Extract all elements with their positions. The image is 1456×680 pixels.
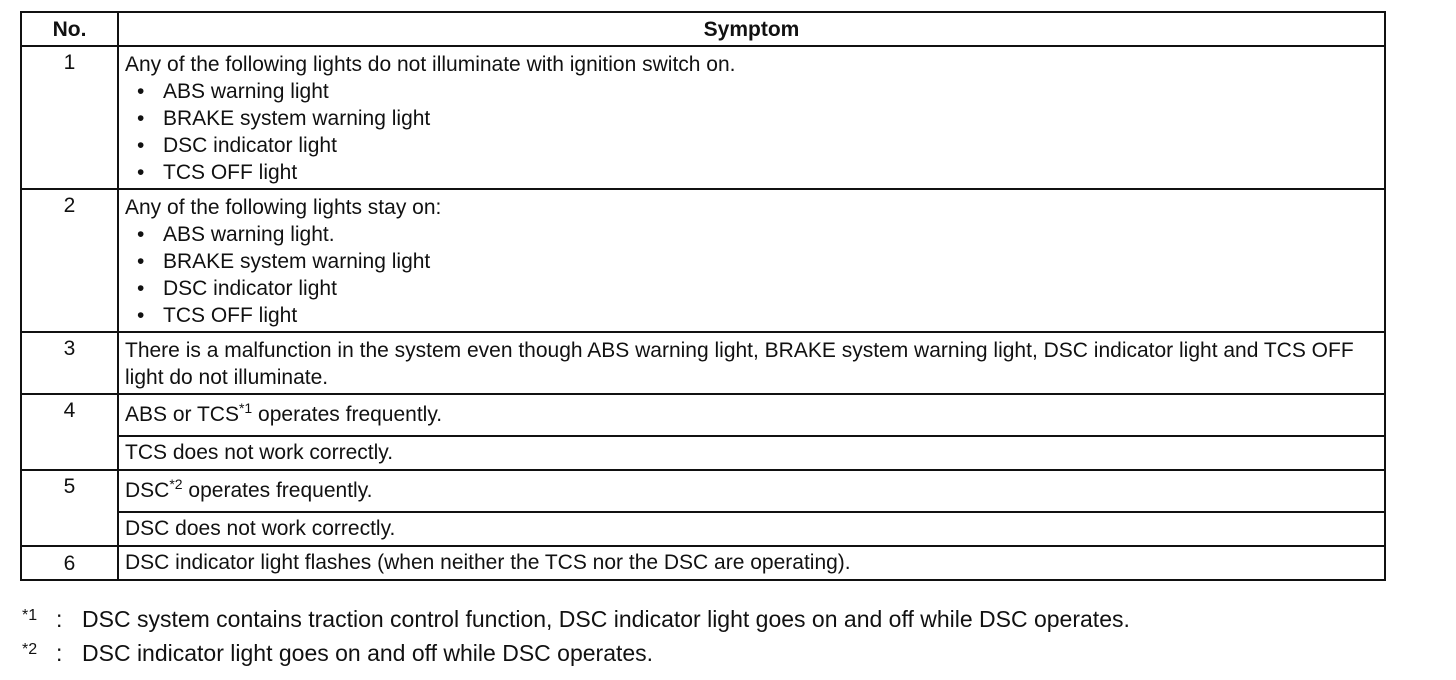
footnotes: [22, 604, 1130, 672]
row-number: 6: [21, 546, 118, 580]
list-item: • TCS OFF light: [137, 304, 298, 327]
symptom-cell: [118, 189, 1385, 332]
table-row: [21, 189, 1385, 332]
footnote-text: DSC system contains traction control function, DSC indicator light goes on and off while DSC operates.: [82, 606, 1130, 632]
symptom-cell: TCS does not work correctly.: [118, 436, 1385, 470]
symptom-cell: DSC$^{*2}$ operates frequently.: [118, 470, 1385, 512]
symptom-intro: Any of the following lights stay on:: [125, 196, 442, 219]
bullet-icon: •: [137, 80, 145, 103]
table-row: [21, 512, 1385, 546]
footnote-mark: *2: [22, 641, 38, 658]
footnote-text: DSC indicator light goes on and off while DSC operates.: [82, 640, 654, 666]
bullet-icon: •: [137, 223, 145, 246]
symptom-cell: ABS or TCS$^{*1}$ operates frequently.: [118, 394, 1385, 436]
bullet-icon: •: [137, 250, 145, 273]
table-row: [21, 394, 1385, 436]
list-item: • DSC indicator light: [137, 134, 337, 157]
footnote-ref: *2: [169, 475, 183, 492]
row-number: 1: [21, 46, 118, 189]
symptom-cell: There is a malfunction in the system even though ABS warning light, BRAKE system warning light, DSC indicator light and TCS OFF light do not illuminate.: [118, 332, 1385, 394]
bullet-icon: •: [137, 107, 145, 130]
footnote-2: $^{*2}$ : DSC indicator light goes on and off while DSC operates.: [22, 638, 1130, 672]
symptom-intro: Any of the following lights do not illuminate with ignition switch on.: [125, 53, 736, 76]
symptom-table: [20, 11, 1386, 581]
list-item: • BRAKE system warning light: [137, 107, 431, 130]
symptom-cell: DSC indicator light flashes (when neither the TCS nor the DSC are operating).: [118, 546, 1385, 580]
row-number: 2: [21, 189, 118, 332]
bullet-icon: •: [137, 277, 145, 300]
bullet-icon: •: [137, 134, 145, 157]
table-row: [21, 470, 1385, 512]
footnote-mark: *1: [22, 607, 38, 624]
footnote-1: $^{*1}$ : DSC system contains traction control function, DSC indicator light goes on and off while DSC operates.: [22, 604, 1130, 638]
bullet-icon: •: [137, 161, 145, 184]
header-no: No.: [21, 12, 118, 46]
table-header-row: [21, 12, 1385, 46]
list-item: • DSC indicator light: [137, 277, 337, 300]
row-number: 5: [21, 470, 118, 546]
symptom-cell: DSC does not work correctly.: [118, 512, 1385, 546]
table-row: [21, 332, 1385, 394]
list-item: • ABS warning light.: [137, 223, 335, 246]
symptom-cell: [118, 46, 1385, 189]
list-item: • TCS OFF light: [137, 161, 298, 184]
list-item: • ABS warning light: [137, 80, 329, 103]
header-symptom: Symptom: [118, 12, 1385, 46]
table-row: [21, 436, 1385, 470]
footnote-ref: *1: [238, 399, 253, 416]
table-row: [21, 46, 1385, 189]
bullet-icon: •: [137, 304, 145, 327]
table-row: [21, 546, 1385, 580]
row-number: 3: [21, 332, 118, 394]
light-list: [125, 78, 1378, 186]
list-item: • BRAKE system warning light: [137, 250, 431, 273]
row-number: 4: [21, 394, 118, 470]
light-list: [125, 221, 1378, 329]
